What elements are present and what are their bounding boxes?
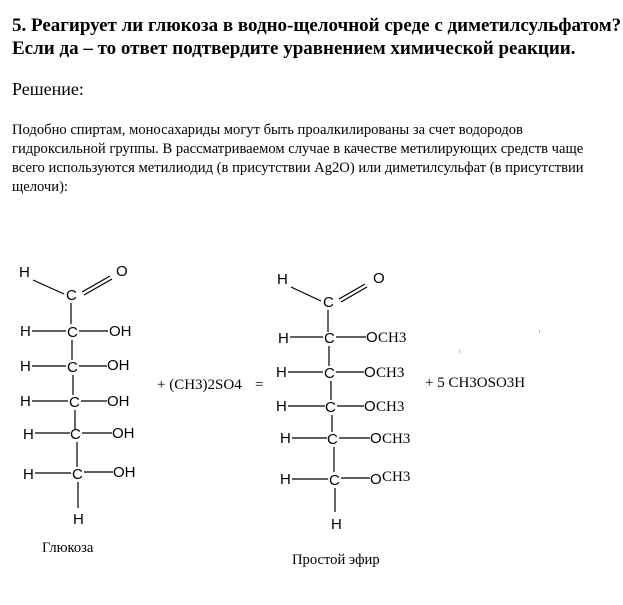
methyl-ether-structure bbox=[276, 270, 410, 533]
atom-h: H bbox=[23, 426, 34, 443]
atom-c: C bbox=[327, 431, 338, 448]
atom-h: H bbox=[73, 511, 84, 528]
group-ch3: CH3 bbox=[382, 469, 411, 485]
atom-c: C bbox=[67, 324, 78, 341]
group-ch3: CH3 bbox=[376, 399, 405, 415]
group-oh: OH bbox=[109, 323, 132, 340]
atom-c: C bbox=[66, 287, 77, 304]
atom-o: O bbox=[364, 364, 376, 381]
atom-h: H bbox=[20, 358, 31, 375]
atom-h: H bbox=[23, 466, 34, 483]
byproduct-methyl-sulfuric-acid: + 5 CH3OSO3H bbox=[425, 375, 526, 391]
atom-h: H bbox=[280, 471, 291, 488]
question-line-1: 5. Реагирует ли глюкоза в водно-щелочной среде с диметилсульфатом? bbox=[12, 15, 622, 36]
question-line-2: Если да – то ответ подтвердите уравнением химической реакции. bbox=[12, 38, 576, 59]
reagent-dimethyl-sulfate: + (CH3)2SO4 bbox=[157, 377, 242, 393]
atom-h: H bbox=[19, 264, 30, 281]
group-oh: OH bbox=[107, 393, 130, 410]
atom-h: H bbox=[277, 271, 288, 288]
atom-o: O bbox=[366, 329, 378, 346]
glucose-structure bbox=[19, 263, 136, 528]
atom-c: C bbox=[67, 359, 78, 376]
atom-h: H bbox=[280, 430, 291, 447]
solution-heading: Решение: bbox=[12, 79, 84, 99]
atom-c: C bbox=[323, 294, 334, 311]
atom-c: C bbox=[72, 466, 83, 483]
atom-h: H bbox=[20, 393, 31, 410]
bond bbox=[33, 280, 64, 294]
stray-mark bbox=[459, 350, 460, 353]
atom-c: C bbox=[69, 394, 80, 411]
group-oh: OH bbox=[113, 464, 136, 481]
group-ch3: CH3 bbox=[382, 431, 411, 447]
solution-paragraph: Подобно спиртам, моносахариды могут быть проалкилированы за счет водородов гидроксильной группы. В рассматриваемом случае в качестве метилирующих средств чаще всего используются метилиодид (в присутствии Ag2O) или диметилсульфат (в присутствии щелочи): bbox=[12, 122, 584, 195]
glucose-caption: Глюкоза bbox=[42, 540, 94, 556]
atom-c: C bbox=[324, 330, 335, 347]
atom-h: H bbox=[20, 323, 31, 340]
group-oh: OH bbox=[112, 425, 135, 442]
group-ch3: CH3 bbox=[376, 365, 405, 381]
bond bbox=[291, 287, 321, 301]
double-bond bbox=[84, 279, 112, 295]
atom-h: H bbox=[276, 398, 287, 415]
stray-mark bbox=[539, 330, 540, 333]
atom-o: O bbox=[370, 471, 382, 488]
atom-h: H bbox=[331, 516, 342, 533]
group-ch3: CH3 bbox=[378, 330, 407, 346]
atom-c: C bbox=[324, 365, 335, 382]
atom-o: O bbox=[116, 263, 128, 280]
atom-o: O bbox=[370, 430, 382, 447]
atom-o: O bbox=[373, 270, 385, 287]
atom-o: O bbox=[364, 398, 376, 415]
methyl-ether-caption: Простой эфир bbox=[292, 552, 380, 568]
double-bond bbox=[339, 284, 365, 299]
double-bond bbox=[82, 276, 110, 292]
atom-c: C bbox=[70, 426, 81, 443]
atom-c: C bbox=[325, 399, 336, 416]
group-oh: OH bbox=[107, 357, 130, 374]
double-bond bbox=[341, 287, 367, 302]
atom-h: H bbox=[278, 330, 289, 347]
atom-c: C bbox=[329, 472, 340, 489]
atom-h: H bbox=[276, 364, 287, 381]
equals-sign: = bbox=[255, 377, 264, 393]
